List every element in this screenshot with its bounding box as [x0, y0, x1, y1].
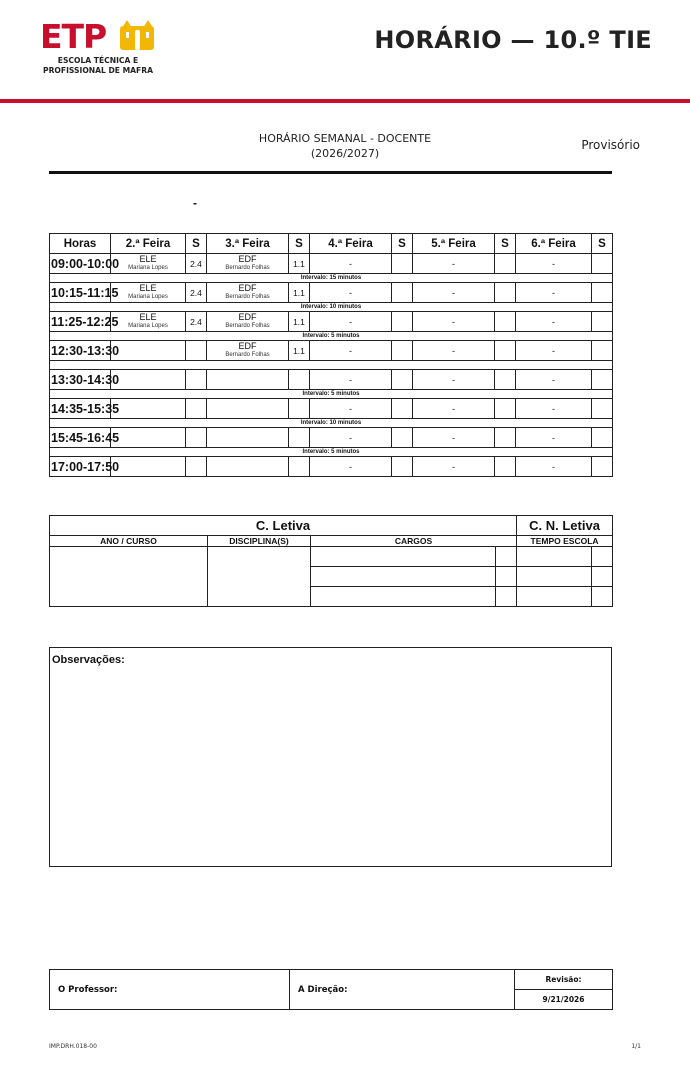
- room-cell: [289, 428, 310, 448]
- class-cell[interactable]: [207, 370, 289, 390]
- room-cell: [392, 428, 413, 448]
- schedule-row: [50, 457, 613, 477]
- header-divider: [0, 99, 690, 103]
- class-cell[interactable]: [111, 457, 186, 477]
- schedule-row: [50, 254, 613, 274]
- room-cell: [592, 370, 613, 390]
- class-cell[interactable]: [207, 312, 289, 332]
- room-cell: [289, 399, 310, 419]
- class-cell[interactable]: -: [413, 428, 495, 448]
- interval-row: [50, 419, 613, 428]
- schedule-header-row: [50, 234, 613, 254]
- schedule-body: [50, 254, 613, 477]
- teacher-label: Bernardo Folhas: [225, 294, 270, 300]
- class-cell[interactable]: [111, 370, 186, 390]
- room-cell: [495, 341, 516, 361]
- column-header: 2.ª Feira: [111, 234, 186, 254]
- class-cell[interactable]: -: [516, 399, 592, 419]
- room-cell: [392, 370, 413, 390]
- logo-subtitle-line1: ESCOLA TÉCNICA E: [57, 56, 139, 65]
- time-slot: 11:25-12:25: [50, 312, 111, 332]
- schedule-row: [50, 428, 613, 448]
- column-header: 3.ª Feira: [207, 234, 289, 254]
- subject-label: EDF: [238, 283, 257, 293]
- form-code: IMP.DRH.018-00: [49, 1043, 97, 1050]
- interval-row: [50, 274, 613, 283]
- cargo-s-cell[interactable]: [496, 567, 517, 587]
- schedule-row: [50, 283, 613, 303]
- tempo-escola-cell[interactable]: [517, 547, 592, 567]
- teacher-label: Mariana Lopes: [128, 294, 168, 300]
- interval-row: [50, 390, 613, 399]
- class-cell[interactable]: -: [413, 283, 495, 303]
- room-cell: 1.1: [289, 254, 310, 274]
- teacher-label: Bernardo Folhas: [225, 352, 270, 358]
- tempo-escola-s-cell[interactable]: [592, 567, 613, 587]
- class-cell[interactable]: [207, 428, 289, 448]
- interval-row: [50, 448, 613, 457]
- interval-row: [50, 332, 613, 341]
- class-cell[interactable]: [207, 457, 289, 477]
- palace-icon: [120, 20, 154, 50]
- observations-label: Observações:: [52, 654, 125, 666]
- room-cell: 2.4: [186, 312, 207, 332]
- cargo-s-cell[interactable]: [496, 547, 517, 567]
- school-logo: [38, 18, 158, 80]
- room-cell: [392, 283, 413, 303]
- time-slot: 09:00-10:00: [50, 254, 111, 274]
- professor-signature-field[interactable]: O Professor:: [50, 970, 290, 1010]
- subject-label: EDF: [238, 254, 257, 264]
- subject-label: EDF: [238, 341, 257, 351]
- room-cell: [495, 254, 516, 274]
- room-cell: [392, 341, 413, 361]
- room-cell: [186, 370, 207, 390]
- direction-signature-field[interactable]: A Direção:: [290, 970, 515, 1010]
- interval-label: Intervalo: 10 minutos: [50, 419, 613, 428]
- class-cell[interactable]: [207, 283, 289, 303]
- class-cell[interactable]: [111, 283, 186, 303]
- cargo-cell[interactable]: [311, 547, 496, 567]
- etpm-logo-mark: [38, 17, 158, 56]
- schedule-row: [50, 341, 613, 361]
- class-cell[interactable]: -: [310, 399, 392, 419]
- room-cell: [186, 399, 207, 419]
- letiva-heading: C. Letiva: [50, 516, 517, 536]
- room-cell: [186, 341, 207, 361]
- room-cell: [495, 283, 516, 303]
- interval-label: Intervalo: 15 minutos: [50, 274, 613, 283]
- column-header: Horas: [50, 234, 111, 254]
- time-slot: 14:35-15:35: [50, 399, 111, 419]
- room-cell: [592, 399, 613, 419]
- logo-subtitle-line2: PROFISSIONAL DE MAFRA: [43, 66, 153, 75]
- disciplinas-header: DISCIPLINA(S): [208, 536, 311, 547]
- class-cell[interactable]: -: [310, 457, 392, 477]
- class-cell[interactable]: -: [310, 428, 392, 448]
- subject-label: ELE: [139, 312, 157, 322]
- room-cell: 1.1: [289, 312, 310, 332]
- subject-label: ELE: [139, 283, 157, 293]
- column-header: 4.ª Feira: [310, 234, 392, 254]
- subtitle-line1: HORÁRIO SEMANAL - DOCENTE: [258, 132, 432, 145]
- cargo-cell[interactable]: [311, 567, 496, 587]
- class-cell[interactable]: [111, 341, 186, 361]
- class-cell[interactable]: -: [413, 254, 495, 274]
- room-cell: [186, 428, 207, 448]
- logo-letters: ETP: [40, 17, 107, 56]
- subtitle-line2: (2026/2027): [310, 147, 380, 160]
- room-cell: [592, 312, 613, 332]
- interval-label: Intervalo: 5 minutos: [50, 448, 613, 457]
- time-slot: 10:15-11:15: [50, 283, 111, 303]
- time-slot: 15:45-16:45: [50, 428, 111, 448]
- class-cell[interactable]: [207, 341, 289, 361]
- workload-table: [49, 515, 613, 607]
- class-cell[interactable]: [111, 428, 186, 448]
- room-cell: [186, 457, 207, 477]
- schedule-row: [50, 370, 613, 390]
- class-cell[interactable]: -: [516, 312, 592, 332]
- revision-label: Revisão:: [515, 970, 613, 990]
- room-cell: [289, 457, 310, 477]
- section-divider: [49, 171, 612, 174]
- document-title: HORÁRIO — 10.º TIE: [374, 26, 652, 54]
- class-cell[interactable]: -: [310, 312, 392, 332]
- column-header: S: [495, 234, 516, 254]
- schedule-row: [50, 399, 613, 419]
- column-header: S: [289, 234, 310, 254]
- class-cell[interactable]: -: [310, 283, 392, 303]
- class-cell[interactable]: -: [310, 370, 392, 390]
- teacher-label: Mariana Lopes: [128, 265, 168, 271]
- column-header: S: [392, 234, 413, 254]
- class-cell[interactable]: -: [413, 312, 495, 332]
- tempo-escola-s-cell[interactable]: [592, 587, 613, 607]
- revision-date: 9/21/2026: [515, 990, 613, 1010]
- class-cell[interactable]: -: [413, 399, 495, 419]
- subject-label: ELE: [139, 254, 157, 264]
- tempo-escola-header: TEMPO ESCOLA: [517, 536, 613, 547]
- tempo-escola-s-cell[interactable]: [592, 547, 613, 567]
- room-cell: 2.4: [186, 254, 207, 274]
- room-cell: 1.1: [289, 341, 310, 361]
- class-cell[interactable]: -: [413, 370, 495, 390]
- teacher-label: Mariana Lopes: [128, 323, 168, 329]
- subject-label: EDF: [238, 312, 257, 322]
- interval-row: [50, 361, 613, 370]
- class-cell[interactable]: -: [516, 457, 592, 477]
- interval-label: Intervalo: 10 minutos: [50, 303, 613, 312]
- non-letiva-heading: C. N. Letiva: [517, 516, 613, 536]
- class-cell[interactable]: -: [516, 283, 592, 303]
- class-cell[interactable]: -: [516, 254, 592, 274]
- page-number: 1/1: [631, 1043, 641, 1050]
- interval-label: Intervalo: 5 minutos: [50, 390, 613, 399]
- schedule-row: [50, 312, 613, 332]
- status-label: Provisório: [581, 138, 640, 152]
- class-cell[interactable]: [111, 399, 186, 419]
- class-cell[interactable]: [111, 312, 186, 332]
- column-header: 5.ª Feira: [413, 234, 495, 254]
- room-cell: [392, 457, 413, 477]
- room-cell: 2.4: [186, 283, 207, 303]
- room-cell: [592, 457, 613, 477]
- time-slot: 17:00-17:50: [50, 457, 111, 477]
- teacher-label: Bernardo Folhas: [225, 265, 270, 271]
- class-cell[interactable]: -: [516, 370, 592, 390]
- cargo-s-cell[interactable]: [496, 587, 517, 607]
- column-header: 6.ª Feira: [516, 234, 592, 254]
- time-slot: 13:30-14:30: [50, 370, 111, 390]
- room-cell: [495, 457, 516, 477]
- room-cell: [495, 312, 516, 332]
- class-cell[interactable]: -: [516, 428, 592, 448]
- teacher-label: Bernardo Folhas: [225, 323, 270, 329]
- observations-box[interactable]: [49, 647, 612, 867]
- interval-label: Intervalo: 5 minutos: [50, 332, 613, 341]
- weekly-schedule-table: [49, 233, 613, 477]
- room-cell: [495, 428, 516, 448]
- class-cell[interactable]: [111, 254, 186, 274]
- room-cell: [289, 370, 310, 390]
- ano-curso-header: ANO / CURSO: [50, 536, 208, 547]
- teacher-name-placeholder: -: [193, 196, 197, 210]
- room-cell: [495, 399, 516, 419]
- room-cell: 1.1: [289, 283, 310, 303]
- tempo-escola-cell[interactable]: [517, 587, 592, 607]
- room-cell: [592, 283, 613, 303]
- interval-label: [50, 361, 613, 370]
- disciplinas-cell[interactable]: [208, 547, 311, 607]
- tempo-escola-cell[interactable]: [517, 567, 592, 587]
- room-cell: [392, 399, 413, 419]
- room-cell: [392, 254, 413, 274]
- schedule-subtitle: [200, 131, 490, 161]
- class-cell[interactable]: -: [310, 254, 392, 274]
- column-header: S: [592, 234, 613, 254]
- cargo-cell[interactable]: [311, 587, 496, 607]
- class-cell[interactable]: [207, 254, 289, 274]
- time-slot: 12:30-13:30: [50, 341, 111, 361]
- class-cell[interactable]: -: [413, 341, 495, 361]
- interval-row: [50, 303, 613, 312]
- room-cell: [592, 341, 613, 361]
- class-cell[interactable]: [207, 399, 289, 419]
- ano-curso-cell[interactable]: [50, 547, 208, 607]
- column-header: S: [186, 234, 207, 254]
- class-cell[interactable]: -: [310, 341, 392, 361]
- signature-table: [49, 969, 613, 1010]
- class-cell[interactable]: -: [413, 457, 495, 477]
- room-cell: [495, 370, 516, 390]
- room-cell: [392, 312, 413, 332]
- cargos-header: CARGOS: [311, 536, 517, 547]
- room-cell: [592, 254, 613, 274]
- room-cell: [592, 428, 613, 448]
- class-cell[interactable]: -: [516, 341, 592, 361]
